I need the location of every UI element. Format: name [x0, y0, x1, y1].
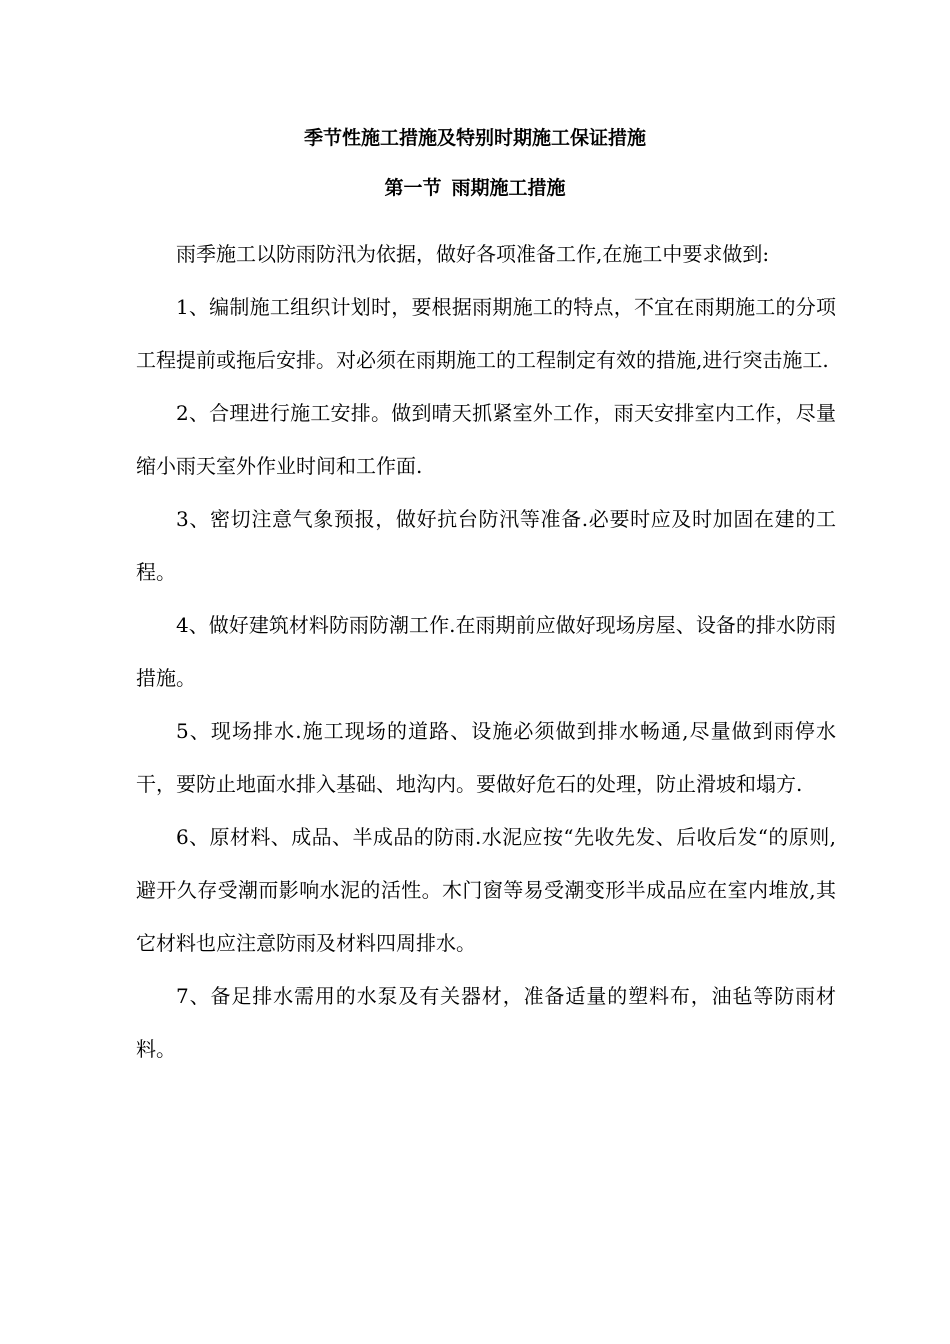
list-item-3: 3、密切注意气象预报，做好抗台防汛等准备.必要时应及时加固在建的工程。 [136, 507, 836, 584]
list-item-1: 1、编制施工组织计划时，要根据雨期施工的特点，不宜在雨期施工的分项工程提前或拖后安排。对必须在雨期施工的工程制定有效的措施,进行突击施工. [136, 295, 836, 372]
list-item-2: 2、合理进行施工安排。做到晴天抓紧室外工作，雨天安排室内工作，尽量缩小雨天室外作业时间和工作面. [136, 401, 836, 478]
document-title: 季节性施工措施及特别时期施工保证措施 [303, 127, 646, 149]
section-heading [0, 176, 950, 200]
list-item-5: 5、现场排水.施工现场的道路、设施必须做到排水畅通,尽量做到雨停水干，要防止地面水排入基础、地沟内。要做好危石的处理，防止滑坡和塌方. [136, 719, 836, 796]
section-title: 雨期施工措施 [451, 177, 566, 199]
section-number: 第一节 [384, 177, 442, 199]
list-item-6: 6、原材料、成品、半成品的防雨.水泥应按“先收先发、后收后发“的原则,避开久存受潮而影响水泥的活性。木门窗等易受潮变形半成品应在室内堆放,其它材料也应注意防雨及材料四周排水。 [136, 825, 836, 955]
document-body [136, 228, 836, 1076]
list-item-7: 7、备足排水需用的水泵及有关器材，准备适量的塑料布，油毡等防雨材料。 [136, 984, 836, 1061]
list-item-4: 4、做好建筑材料防雨防潮工作.在雨期前应做好现场房屋、设备的排水防雨措施。 [136, 613, 836, 690]
intro-paragraph: 雨季施工以防雨防汛为依据，做好各项准备工作,在施工中要求做到: [176, 242, 770, 266]
